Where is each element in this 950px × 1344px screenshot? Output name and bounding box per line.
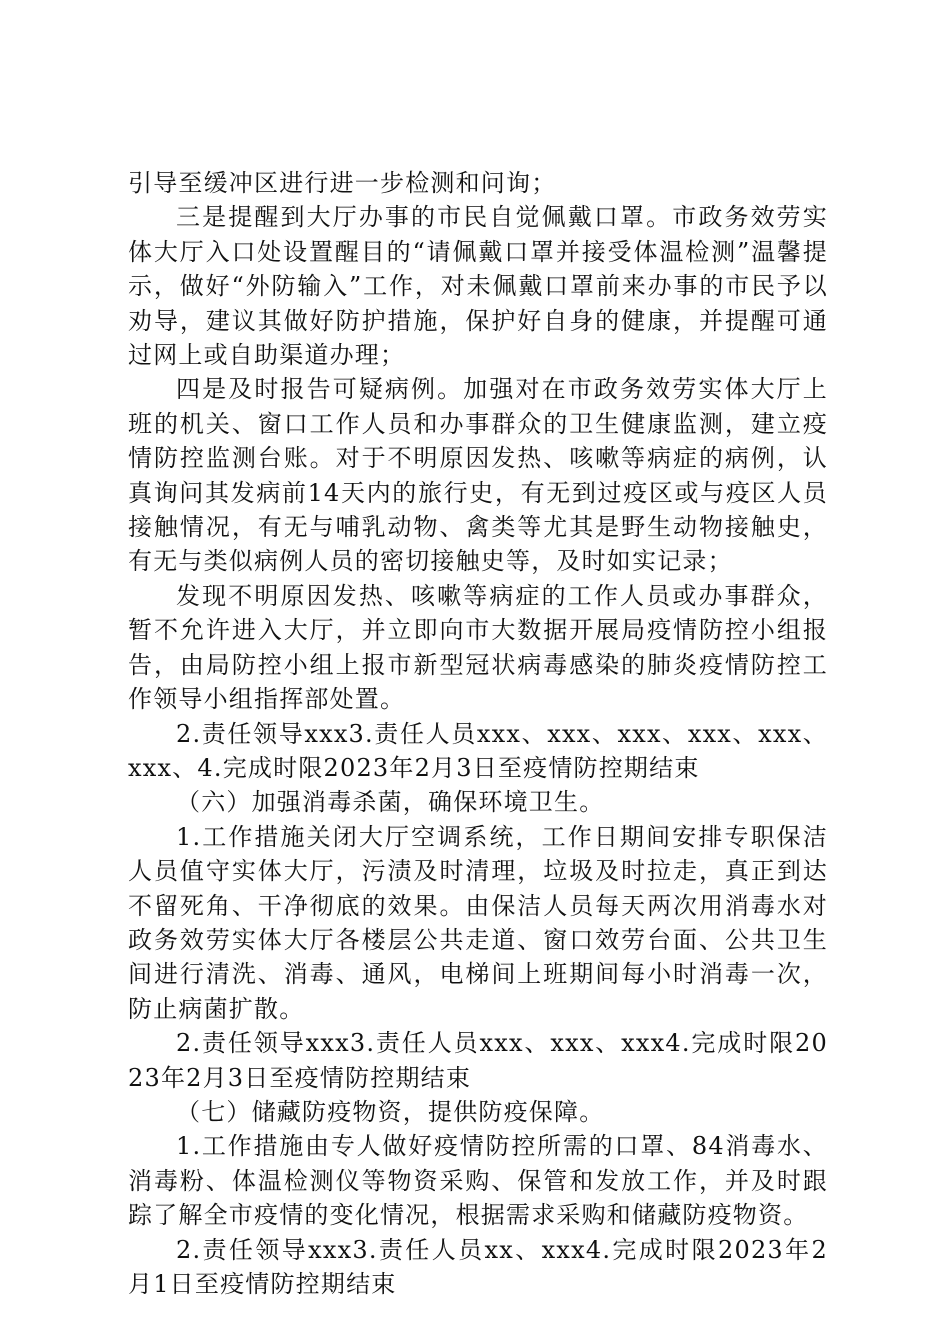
paragraph-report-cases: 四是及时报告可疑病例。加强对在市政务效劳实体大厅上班的机关、窗口工作人员和办事群众的卫生健康监测，建立疫情防控监测台账。对于不明原因发热、咳嗽等病症的病例，认真询问其发病前14天内的旅行史，有无到过疫区或与疫区人员接触情况，有无与哺乳动物、禽类等尤其是野生动物接触史，有无与类似病例人员的密切接触史等，及时如实记录；	[128, 375, 828, 576]
paragraph-mask-reminder: 三是提醒到大厅办事的市民自觉佩戴口罩。市政务效劳实体大厅入口处设置醒目的“请佩戴口罩并接受体温检测”温馨提示，做好“外防输入”工作，对未佩戴口罩前来办事的市民予以劝导，建议其做好防护措施，保护好自身的健康，并提醒可通过网上或自助渠道办理；	[128, 203, 828, 370]
section-heading-6: （六）加强消毒杀菌，确保环境卫生。	[176, 788, 605, 817]
section-heading-7: （七）储藏防疫物资，提供防疫保障。	[176, 1097, 605, 1126]
paragraph-responsibility-5: 2.责任领导xxx3.责任人员xxx、xxx、xxx、xxx、xxx、xxx、4.完成时限2023年2月3日至疫情防控期结束	[128, 719, 828, 782]
document-page	[128, 166, 828, 1301]
paragraph-supplies-measures: 1.工作措施由专人做好疫情防控所需的口罩、84消毒水、消毒粉、体温检测仪等物资采购、保管和发放工作，并及时跟踪了解全市疫情的变化情况，根据需求采购和储藏防疫物资。	[128, 1132, 828, 1230]
paragraph-responsibility-7: 2.责任领导xxx3.责任人员xx、xxx4.完成时限2023年2月1日至疫情防控期结束	[128, 1235, 828, 1298]
paragraph-responsibility-6: 2.责任领导xxx3.责任人员xxx、xxx、xxx4.完成时限2023年2月3日至疫情防控期结束	[128, 1029, 828, 1092]
paragraph-disinfection-measures: 1.工作措施关闭大厅空调系统，工作日期间安排专职保洁人员值守实体大厅，污渍及时清理，垃圾及时拉走，真正到达不留死角、干净彻底的效果。由保洁人员每天两次用消毒水对政务效劳实体大厅各楼层公共走道、窗口效劳台面、公共卫生间进行清洗、消毒、通风，电梯间上班期间每小时消毒一次，防止病菌扩散。	[128, 822, 828, 1023]
paragraph-fever-handling: 发现不明原因发热、咳嗽等病症的工作人员或办事群众，暂不允许进入大厅，并立即向市大数据开展局疫情防控小组报告，由局防控小组上报市新型冠状病毒感染的肺炎疫情防控工作领导小组指挥部处置。	[128, 581, 828, 714]
paragraph-buffer-zone: 引导至缓冲区进行进一步检测和问询；	[128, 169, 557, 197]
